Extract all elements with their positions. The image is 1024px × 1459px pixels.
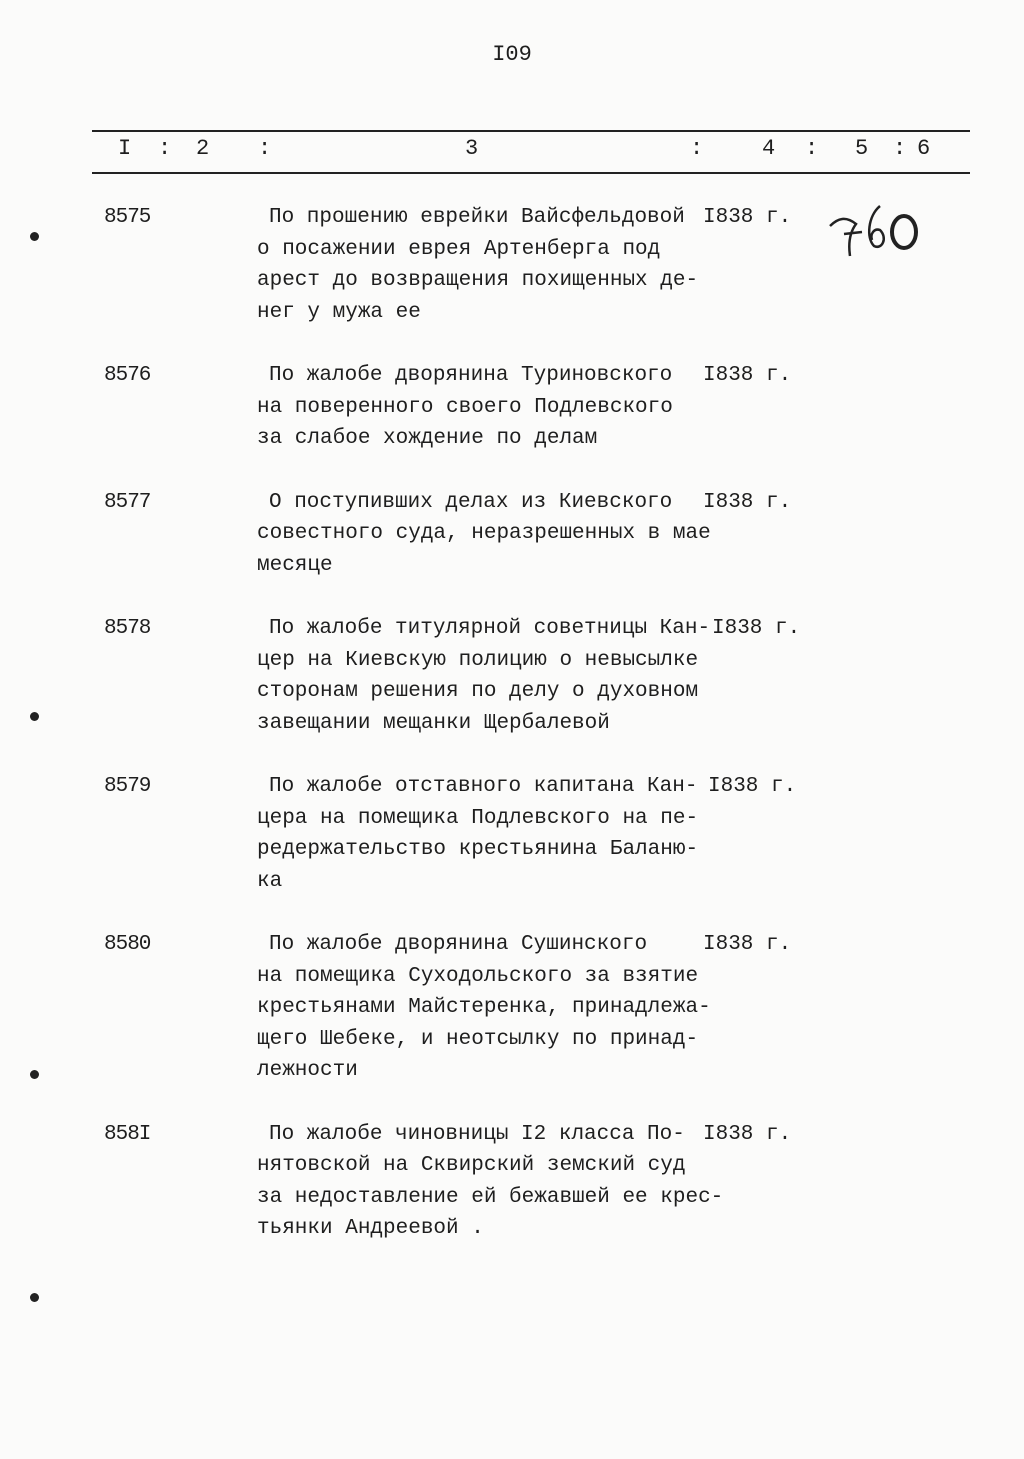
entry-number: 8575 xyxy=(104,206,151,229)
page-number: I09 xyxy=(492,42,532,67)
column-separator: : xyxy=(690,136,704,161)
entry-8577 xyxy=(0,487,1024,582)
entry-number: 8580 xyxy=(104,933,151,956)
column-separator: : xyxy=(805,136,819,161)
desc-line: месяце xyxy=(257,553,333,577)
desc-line: за слабое хождение по делам xyxy=(257,427,598,450)
entry-year: I838 г. xyxy=(703,490,792,514)
entry-year: I838 г. xyxy=(708,775,797,798)
desc-line: о посажении еврея Артенберга под xyxy=(257,237,661,261)
entry-8581 xyxy=(0,1119,1024,1245)
entry-year: I838 г. xyxy=(703,933,792,956)
desc-line: за недоставление ей бежавшей ее крес- xyxy=(257,1185,724,1209)
column-separator: : xyxy=(893,136,907,161)
desc-line: О поступивших делах из Киевского xyxy=(269,490,673,514)
column-3: 3 xyxy=(465,136,479,161)
desc-line: тьянки Андреевой . xyxy=(257,1217,484,1240)
desc-line: щего Шебеке, и неотсылку по принад- xyxy=(257,1027,699,1051)
column-separator: : xyxy=(258,136,272,161)
entry-8576 xyxy=(0,360,1024,455)
desc-line: По жалобе чиновницы I2 класса По- xyxy=(269,1122,685,1146)
desc-line: По жалобе дворянина Туриновского xyxy=(269,364,673,387)
entry-number: 8578 xyxy=(104,617,151,640)
entry-8579 xyxy=(0,771,1024,897)
desc-line: По жалобе титулярной советницы Кан- xyxy=(269,617,711,640)
entry-year: I838 г. xyxy=(703,364,792,387)
entry-8575 xyxy=(0,202,1024,328)
desc-line: арест до возвращения похищенных де- xyxy=(257,269,699,292)
column-5: 5 xyxy=(855,136,869,161)
header-bottom-rule xyxy=(92,172,970,174)
entry-8578 xyxy=(0,613,1024,739)
column-6: 6 xyxy=(917,136,931,161)
desc-line: цер на Киевскую полицию о невысылке xyxy=(257,648,699,672)
binding-hole xyxy=(30,712,39,721)
desc-line: на поверенного своего Подлевского xyxy=(257,395,673,419)
entry-year: I838 г. xyxy=(712,617,801,640)
entry-description xyxy=(257,929,727,1087)
entry-description xyxy=(257,202,727,328)
desc-line: сторонам решения по делу о духовном xyxy=(257,680,699,703)
entry-description xyxy=(257,360,727,455)
desc-line: редержательство крестьянина Баланю- xyxy=(257,838,699,861)
column-2: 2 xyxy=(196,136,210,161)
binding-hole xyxy=(30,1070,39,1079)
desc-line: По жалобе отставного капитана Кан- xyxy=(269,775,698,798)
column-1: I xyxy=(118,136,132,161)
column-separator: : xyxy=(158,136,172,161)
entry-description xyxy=(257,613,727,739)
entry-number: 8579 xyxy=(104,775,151,798)
entry-number: 858I xyxy=(104,1122,151,1146)
desc-line: завещании мещанки Щербалевой xyxy=(257,711,610,735)
column-4: 4 xyxy=(762,136,776,161)
desc-line: совестного суда, неразрешенных в мае xyxy=(257,522,711,545)
desc-line: крестьянами Майстеренка, принадлежа- xyxy=(257,996,711,1019)
header-top-rule xyxy=(92,130,970,132)
desc-line: нег у мужа ее xyxy=(257,300,421,324)
desc-line: лежности xyxy=(257,1059,358,1082)
entry-year: I838 г. xyxy=(703,1122,792,1146)
entry-description xyxy=(257,1119,727,1245)
entry-description xyxy=(257,487,727,582)
entries-list xyxy=(0,202,1024,1277)
entry-description xyxy=(257,771,727,897)
desc-line: ка xyxy=(257,869,283,893)
binding-hole xyxy=(30,232,39,241)
desc-line: По прошению еврейки Вайсфельдовой xyxy=(269,206,685,229)
entry-year: I838 г. xyxy=(703,206,792,229)
desc-line: По жалобе дворянина Сушинского xyxy=(269,933,648,956)
entry-8580 xyxy=(0,929,1024,1087)
desc-line: нятовской на Сквирский земский суд xyxy=(257,1154,686,1177)
binding-hole xyxy=(30,1293,39,1302)
entry-number: 8576 xyxy=(104,364,151,387)
desc-line: на помещика Суходольского за взятие xyxy=(257,964,699,988)
desc-line: цера на помещика Подлевского на пе- xyxy=(257,806,699,830)
entry-number: 8577 xyxy=(104,490,151,514)
